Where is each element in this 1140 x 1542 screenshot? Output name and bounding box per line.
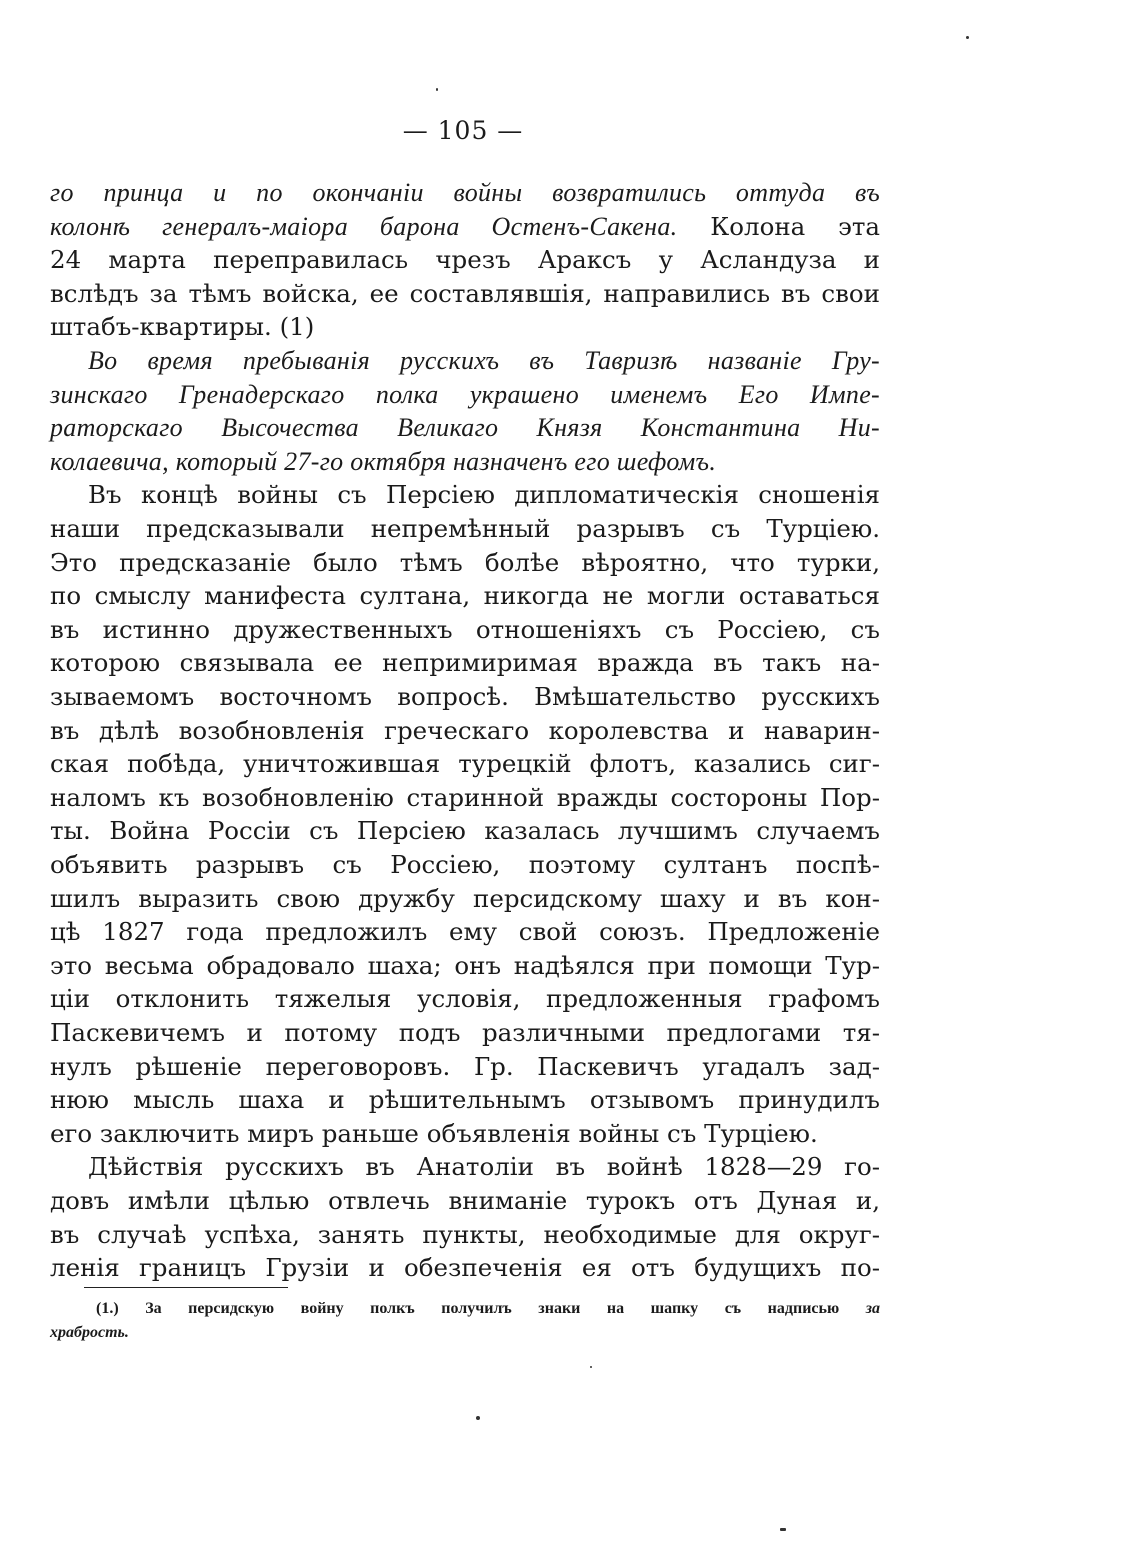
text-line-content: нюю мысль шаха и рѣшительнымъ отзывомъ принудилъ xyxy=(50,1085,880,1115)
text-line-content: ская побѣда, уничтожившая турецкій флотъ, казались сиг- xyxy=(50,749,880,779)
text-line xyxy=(50,613,880,646)
text-line-content: го принца и по окончаніи войны возвратились оттуда въ xyxy=(50,178,880,207)
text-line xyxy=(50,378,880,411)
text-line xyxy=(88,1150,880,1183)
text-line xyxy=(50,445,880,478)
text-line xyxy=(50,1016,880,1049)
text-line-content: ленія границъ Грузіи и обезпеченія ея отъ будущихъ по- xyxy=(50,1253,880,1283)
text-line xyxy=(50,848,880,881)
text-line-content: въ дѣлѣ возобновленія греческаго королевства и наварин- xyxy=(50,715,880,745)
text-line-content: Дѣйствія русскихъ въ Анатоліи въ войнѣ 1828—29 го- xyxy=(88,1152,880,1182)
footnote-italic-word: за xyxy=(865,1300,881,1317)
text-line xyxy=(50,915,880,948)
text-line-content: Во время пребыванія русскихъ въ Тавризѣ названіе Гру- xyxy=(88,346,880,375)
text-line xyxy=(88,478,880,511)
text-line xyxy=(50,546,880,579)
text-line xyxy=(88,344,880,377)
text-line xyxy=(50,243,880,276)
text-line xyxy=(50,277,880,310)
footnote-line xyxy=(50,1322,880,1344)
text-line-content: Паскевичемъ и потому подъ различными предлогами тя- xyxy=(50,1018,880,1047)
text-line-content: шилъ выразить свою дружбу персидскому шаху и въ кон- xyxy=(50,883,880,913)
footnote-text: (1.) За персидскую войну полкъ получилъ знаки на шапку съ надписью xyxy=(96,1300,840,1317)
text-line-content: Въ концѣ войны съ Персіею дипломатическія сношенія xyxy=(88,480,880,510)
footnote-rule xyxy=(84,1287,288,1288)
text-line-content: колаевича, который 27-го октября назначенъ его шефомъ. xyxy=(50,446,717,476)
text-line xyxy=(50,1251,880,1284)
print-speck xyxy=(780,1528,786,1531)
text-line-content: ціи отклонить тяжелыя условія, предложенныя графомъ xyxy=(50,984,880,1014)
text-line xyxy=(50,646,880,679)
text-line-content: вслѣдъ за тѣмъ войска, ее составлявшія, направились въ свои xyxy=(50,278,880,308)
text-line-content: въ случаѣ успѣха, занять пункты, необходимые для округ- xyxy=(50,1219,880,1249)
print-speck xyxy=(590,1366,592,1368)
text-line-content: штабъ-квартиры. (1) xyxy=(50,312,315,342)
print-speck xyxy=(966,36,969,39)
text-line xyxy=(50,1117,880,1150)
text-line xyxy=(50,1050,880,1083)
text-line-content: 24 марта переправилась чрезъ Араксъ у Асландуза и xyxy=(50,245,880,275)
text-line xyxy=(50,781,880,814)
text-line xyxy=(50,1218,880,1251)
text-line xyxy=(50,1083,880,1116)
footnote-text: храбрость. xyxy=(50,1324,129,1341)
text-line-tail: Колона эта xyxy=(677,211,880,241)
text-line xyxy=(50,411,880,444)
text-line xyxy=(50,982,880,1015)
text-line-content: зинскаго Гренадерскаго полка украшено именемъ Его Импе- xyxy=(50,379,880,409)
page-number: — 105 — xyxy=(402,116,524,145)
text-line xyxy=(50,680,880,713)
print-speck xyxy=(476,1416,480,1420)
text-line xyxy=(50,310,880,343)
text-line xyxy=(50,176,880,209)
text-line-content: его заключить миръ раньше объявленія войны съ Турціею. xyxy=(50,1118,818,1148)
text-line xyxy=(50,512,880,545)
text-line-content: которою связывала ее непримиримая вражда въ такъ на- xyxy=(50,648,880,678)
text-line xyxy=(50,579,880,612)
text-line-content: довъ имѣли цѣлью отвлечь вниманіе турокъ отъ Дуная и, xyxy=(50,1186,880,1215)
text-line-content: по смыслу манифеста султана, никогда не могли оставаться xyxy=(50,581,880,611)
text-line xyxy=(50,882,880,915)
text-line-content: объявить разрывъ съ Россіею, поэтому султанъ поспѣ- xyxy=(50,850,880,879)
text-line xyxy=(50,949,880,982)
text-line-content: цѣ 1827 года предложилъ ему свой союзъ. Предложеніе xyxy=(50,917,880,947)
text-line-content: Это предсказаніе было тѣмъ болѣе вѣроятно, что турки, xyxy=(50,547,880,577)
text-line-content: раторскаго Высочества Великаго Князя Константина Ни- xyxy=(50,413,880,443)
text-line-content: въ истинно дружественныхъ отношеніяхъ съ Россіею, съ xyxy=(50,614,880,644)
print-speck xyxy=(436,88,438,91)
text-line xyxy=(50,714,880,747)
text-line xyxy=(50,747,880,780)
text-line-content: ты. Война Россіи съ Персіею казалась лучшимъ случаемъ xyxy=(50,816,880,846)
text-line-content: наши предсказывали непремѣнный разрывъ съ Турціею. xyxy=(50,514,880,543)
text-line xyxy=(50,210,880,243)
text-line-content: наломъ къ возобновленію старинной вражды состороны Пор- xyxy=(50,782,880,812)
text-line-content: зываемомъ восточномъ вопросѣ. Вмѣшательство русскихъ xyxy=(50,682,880,711)
text-line xyxy=(50,814,880,847)
text-line-content: это весьма обрадовало шаха; онъ надѣялся при помощи Тур- xyxy=(50,950,880,980)
text-line xyxy=(50,1184,880,1217)
text-line-content: нулъ рѣшеніе переговоровъ. Гр. Паскевичъ угадалъ зад- xyxy=(50,1051,880,1081)
footnote-line xyxy=(96,1298,880,1320)
text-line-content: колонѣ генералъ-маіора барона Остенъ-Сакена. xyxy=(50,211,678,241)
